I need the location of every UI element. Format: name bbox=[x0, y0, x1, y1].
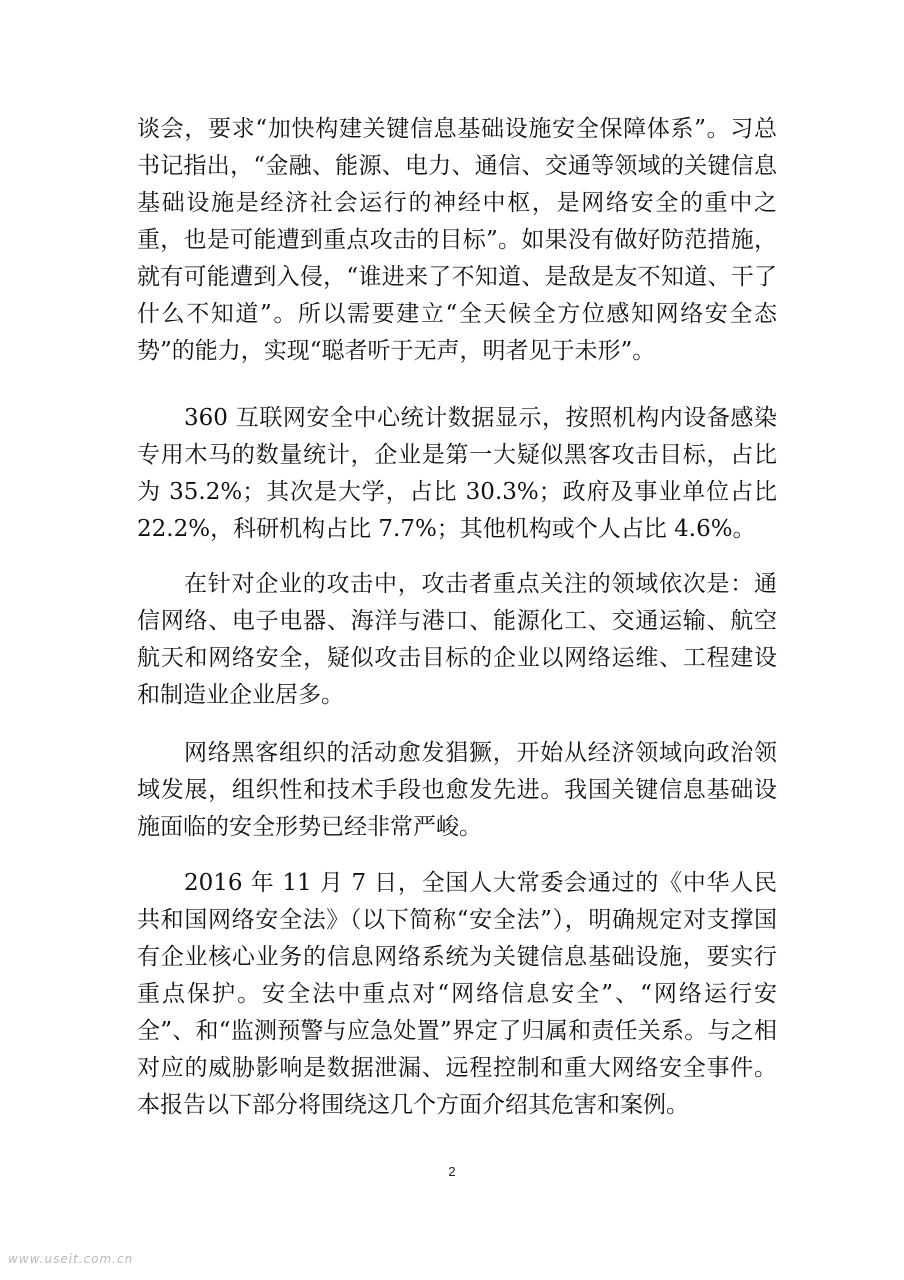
paragraph-cii-security-talk: 谈会，要求“加快构建关键信息基础设施安全保障体系”。习总书记指出，“金融、能源、电力、通信、交通等领域的关键信息基础设施是经济社会运行的神经中枢，是网络安全的重中之重，也是可能遭到重点攻击的目标”。如果没有做好防范措施，就有可能遭到入侵，“谁进来了不知道、是敌是友不知道、干了什么不知道”。所以需要建立“全天候全方位感知网络安全态势”的能力，实现“聪者听于无声，明者见于未形”。 bbox=[137, 116, 777, 364]
paragraph-360-statistics: 360 互联网安全中心统计数据显示，按照机构内设备感染专用木马的数量统计，企业是第一大疑似黑客攻击目标，占比为 35.2%；其次是大学，占比 30.3%；政府及事业单位占比 22.2%，科研机构占比 7.7%；其他机构或个人占比 4.6%。 bbox=[137, 405, 777, 542]
paragraph-hacker-organizations: 网络黑客组织的活动愈发猖獗，开始从经济领域向政治领域发展，组织性和技术手段也愈发先进。我国关键信息基础设施面临的安全形势已经非常严峻。 bbox=[137, 740, 777, 840]
watermark-text: www.useit.com.cn bbox=[8, 1252, 134, 1266]
paragraph-enterprise-attack-fields: 在针对企业的攻击中，攻击者重点关注的领域依次是：通信网络、电子电器、海洋与港口、能源化工、交通运输、航空航天和网络安全，疑似攻击目标的企业以网络运维、工程建设和制造业企业居多。 bbox=[137, 571, 777, 708]
paragraph-cybersecurity-law: 2016 年 11 月 7 日，全国人大常委会通过的《中华人民共和国网络安全法》（以下简称“安全法”），明确规定对支撑国有企业核心业务的信息网络系统为关键信息基础设施，要实行重点保护。安全法中重点对“网络信息安全”、“网络运行安全”、和“监测预警与应急处置”界定了归属和责任关系。与之相对应的威胁影响是数据泄漏、远程控制和重大网络安全事件。本报告以下部分将围绕这几个方面介绍其危害和案例。 bbox=[137, 870, 777, 1118]
page-number: 2 bbox=[448, 1164, 456, 1179]
